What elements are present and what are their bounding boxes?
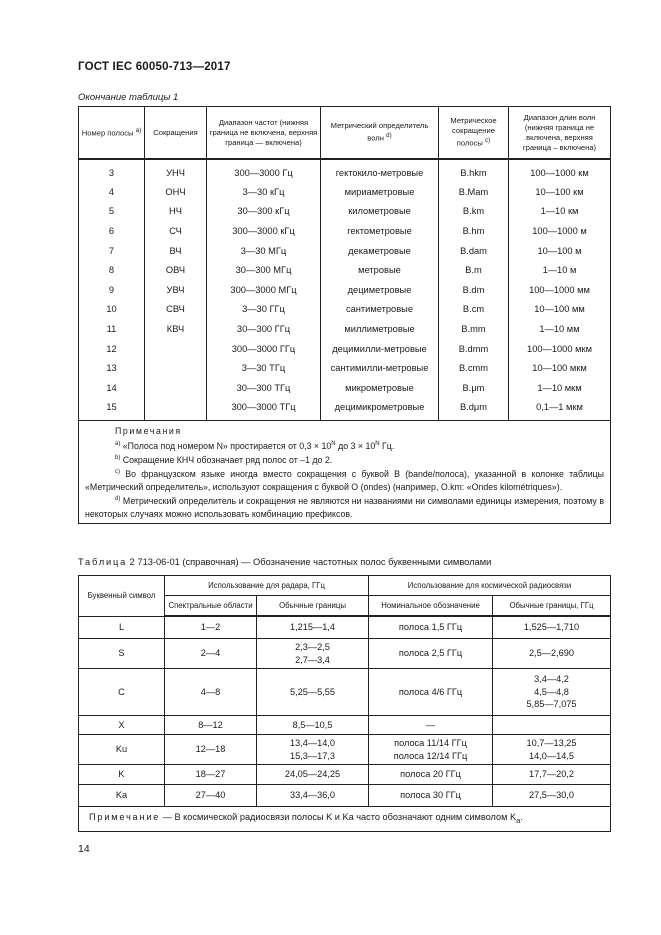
letter-symbol-cell: S	[79, 639, 165, 669]
band-number-cell: 10	[79, 300, 145, 320]
metric-abbreviation-cell: B.cm	[439, 300, 509, 320]
space-limit-value: 17,7—20,2	[529, 769, 574, 780]
table-row	[79, 378, 611, 398]
letter-symbol-cell: K	[79, 765, 165, 785]
band-number-cell: 11	[79, 319, 145, 339]
document-header: ГОСТ IEC 60050-713—2017	[78, 61, 231, 73]
radar-limit-value: 13,4—14,0	[290, 738, 335, 748]
metric-designator-cell: децимикрометровые	[321, 398, 439, 421]
wavelength-cell: 100—1000 км	[509, 159, 611, 182]
letter-symbol-cell: L	[79, 616, 165, 639]
abbreviation-cell	[145, 398, 207, 421]
frequency-cell: 3—30 ТГц	[207, 358, 321, 378]
note-b: $^{b)}$ Сокращение КНЧ обозначает ряд полос от –1 до 2.	[115, 454, 333, 465]
spectral-region-cell: 1—2	[165, 616, 257, 639]
table-row	[79, 398, 611, 421]
header-radar-limits: Обычные границы	[257, 596, 369, 617]
table1-notes-row	[79, 421, 611, 524]
table-row	[79, 785, 611, 807]
space-limit-value: 10,7—13,25	[526, 738, 577, 748]
metric-designator-cell: децимилли-метровые	[321, 339, 439, 359]
header-radar-use: Использование для радара, ГГц	[165, 576, 369, 596]
space-limits-cell	[493, 785, 611, 807]
abbreviation-cell	[145, 339, 207, 359]
band-number-cell: 13	[79, 358, 145, 378]
wavelength-cell: 100—1000 мм	[509, 280, 611, 300]
header-metric-abbreviation: Метрическое сокращение полосы $^{с)}$	[439, 107, 509, 160]
nominal-designation-cell: полоса 1,5 ГГц	[369, 616, 493, 639]
notes-title: Примечания	[115, 426, 182, 437]
abbreviation-cell: УВЧ	[145, 280, 207, 300]
frequency-cell: 30—300 ГГц	[207, 319, 321, 339]
metric-abbreviation-cell: B.dmm	[439, 339, 509, 359]
abbreviation-cell	[145, 378, 207, 398]
radar-limits-cell	[257, 765, 369, 785]
table1-caption: Окончание таблицы 1	[78, 92, 179, 103]
table1-header-row	[79, 107, 611, 160]
note-d: $^{d)}$ Метрический определитель и сокращения не являются ни названиями ни символами единицы измерения, поэтому в некоторых случаях можно использовать комбинацию префиксов.	[85, 496, 604, 519]
space-limit-value: 2,5—2,690	[529, 648, 574, 659]
header-wavelength-range: Диапазон длин волн (нижняя граница не включена, верхняя граница – включена)	[509, 107, 611, 160]
abbreviation-cell: УНЧ	[145, 159, 207, 182]
frequency-cell: 300—3000 кГц	[207, 221, 321, 241]
table-row	[79, 358, 611, 378]
metric-designator-cell: метровые	[321, 260, 439, 280]
radar-limit-value: 1,215—1,4	[290, 622, 335, 633]
metric-abbreviation-cell: B.μm	[439, 378, 509, 398]
abbreviation-cell	[145, 358, 207, 378]
metric-abbreviation-cell: B.m	[439, 260, 509, 280]
nominal-designation-cell: полоса 11/14 ГГц полоса 12/14 ГГц	[369, 735, 493, 765]
radar-limit-value: 15,3—17,3	[290, 750, 335, 761]
radar-limit-value: 2,7—3,4	[295, 654, 330, 665]
nominal-designation-cell: полоса 20 ГГц	[369, 765, 493, 785]
table-row	[79, 639, 611, 669]
table2-header-row	[79, 576, 611, 596]
abbreviation-cell: НЧ	[145, 202, 207, 222]
wavelength-cell: 10—100 км	[509, 182, 611, 202]
metric-abbreviation-cell: B.cmm	[439, 358, 509, 378]
metric-designator-cell: микрометровые	[321, 378, 439, 398]
metric-designator-cell: сантиметровые	[321, 300, 439, 320]
space-limits-cell	[493, 669, 611, 716]
spectral-region-cell: 2—4	[165, 639, 257, 669]
spectral-region-cell: 8—12	[165, 716, 257, 735]
header-space-limits: Обычные границы, ГГц	[493, 596, 611, 617]
frequency-cell: 300—3000 ТГц	[207, 398, 321, 421]
note-a: $^{а)}$ «Полоса под номером N» простирается от $0,3 \times 10^N$ до $3 \times 10^N$ Гц.	[115, 440, 395, 451]
header-frequency-range: Диапазон частот (нижняя граница не включена, верхняя граница — включена)	[207, 107, 321, 160]
wavelength-cell: 0,1—1 мкм	[509, 398, 611, 421]
letter-symbol-cell: X	[79, 716, 165, 735]
frequency-cell: 30—300 кГц	[207, 202, 321, 222]
band-number-cell: 15	[79, 398, 145, 421]
table-row	[79, 716, 611, 735]
header-spectral-regions: Спектральные области	[165, 596, 257, 617]
table-row	[79, 241, 611, 261]
letter-symbol-cell: C	[79, 669, 165, 716]
radar-limit-value: 24,05—24,25	[284, 769, 341, 780]
header-abbreviations: Сокращения	[145, 107, 207, 160]
band-number-cell: 8	[79, 260, 145, 280]
space-limits-cell	[493, 616, 611, 639]
table-row	[79, 319, 611, 339]
frequency-cell: 3—30 ГГц	[207, 300, 321, 320]
space-limit-value: 1,525—1,710	[523, 622, 580, 633]
table-row	[79, 202, 611, 222]
spectral-region-cell: 27—40	[165, 785, 257, 807]
frequency-cell: 300—3000 МГц	[207, 280, 321, 300]
radar-limits-cell	[257, 639, 369, 669]
metric-abbreviation-cell: B.Mam	[439, 182, 509, 202]
metric-designator-cell: миллиметровые	[321, 319, 439, 339]
abbreviation-cell: ВЧ	[145, 241, 207, 261]
metric-abbreviation-cell: B.dμm	[439, 398, 509, 421]
metric-abbreviation-cell: B.hm	[439, 221, 509, 241]
letter-symbol-cell: Ka	[79, 785, 165, 807]
nominal-designation-cell: полоса 30 ГГц	[369, 785, 493, 807]
header-nominal-designation: Номинальное обозначение	[369, 596, 493, 617]
table-row	[79, 669, 611, 716]
table-row	[79, 280, 611, 300]
band-number-cell: 5	[79, 202, 145, 222]
metric-abbreviation-cell: B.mm	[439, 319, 509, 339]
wavelength-cell: 100—1000 м	[509, 221, 611, 241]
nominal-designation-cell: полоса 4/6 ГГц	[369, 669, 493, 716]
letter-symbol-cell: Ku	[79, 735, 165, 765]
band-number-cell: 9	[79, 280, 145, 300]
metric-designator-cell: километровые	[321, 202, 439, 222]
radar-limit-value: 2,3—2,5	[295, 642, 330, 652]
note-c: $^{с)}$ Во французском языке иногда вместо сокращения с буквой B (bande/полоса), указанной в колонке таблицы «Метрический определитель», используют сокращения с буквой O (ondes) (например, O.km: «Ondes kilométriques»).	[85, 469, 604, 492]
table2-note: Примечание — В космической радиосвязи полосы K и Ka часто обозначают одним символом $K_a$.	[79, 807, 611, 832]
wavelength-cell: 1—10 м	[509, 260, 611, 280]
band-number-cell: 3	[79, 159, 145, 182]
table-row	[79, 260, 611, 280]
wavelength-cell: 10—100 м	[509, 241, 611, 261]
metric-designator-cell: дециметровые	[321, 280, 439, 300]
space-limit-value: 5,85—7,075	[526, 699, 577, 710]
table1-notes	[79, 421, 611, 524]
nominal-designation-cell: —	[369, 716, 493, 735]
metric-abbreviation-cell: B.dm	[439, 280, 509, 300]
radar-limits-cell	[257, 669, 369, 716]
frequency-bands-table	[78, 106, 611, 524]
band-number-cell: 7	[79, 241, 145, 261]
metric-designator-cell: гектометровые	[321, 221, 439, 241]
space-limit-value: 27,5—30,0	[529, 790, 574, 801]
band-number-cell: 6	[79, 221, 145, 241]
band-number-cell: 12	[79, 339, 145, 359]
table-row	[79, 300, 611, 320]
table-row	[79, 339, 611, 359]
table-row	[79, 616, 611, 639]
header-band-number: Номер полосы $^{а)}$	[79, 107, 145, 160]
abbreviation-cell: СВЧ	[145, 300, 207, 320]
table-row	[79, 182, 611, 202]
frequency-cell: 30—300 МГц	[207, 260, 321, 280]
metric-designator-cell: гектокило-метровые	[321, 159, 439, 182]
frequency-cell: 300—3000 Гц	[207, 159, 321, 182]
spectral-region-cell: 12—18	[165, 735, 257, 765]
frequency-cell: 30—300 ТГц	[207, 378, 321, 398]
space-limit-value: 3,4—4,2	[534, 674, 569, 685]
table-row	[79, 765, 611, 785]
wavelength-cell: 1—10 км	[509, 202, 611, 222]
metric-designator-cell: декаметровые	[321, 241, 439, 261]
spectral-region-cell: 18—27	[165, 765, 257, 785]
header-space-use: Использование для космической радиосвязи	[369, 576, 611, 596]
wavelength-cell: 1—10 мм	[509, 319, 611, 339]
space-limits-cell	[493, 639, 611, 669]
header-metric-designator: Метрический определитель волн $^{d)}$	[321, 107, 439, 160]
metric-designator-cell: сантимилли-метровые	[321, 358, 439, 378]
radar-limits-cell	[257, 735, 369, 765]
space-limit-value: 14,0—14,5	[529, 750, 574, 761]
metric-abbreviation-cell: B.km	[439, 202, 509, 222]
metric-abbreviation-cell: B.dam	[439, 241, 509, 261]
abbreviation-cell: ОВЧ	[145, 260, 207, 280]
table-row	[79, 159, 611, 182]
radar-limits-cell	[257, 785, 369, 807]
nominal-designation-cell: полоса 2,5 ГГц	[369, 639, 493, 669]
table2-note-row	[79, 807, 611, 832]
radar-limits-cell	[257, 616, 369, 639]
metric-abbreviation-cell: B.hkm	[439, 159, 509, 182]
wavelength-cell: 100—1000 мкм	[509, 339, 611, 359]
radar-limits-cell	[257, 716, 369, 735]
radar-limit-value: 33,4—36,0	[290, 790, 335, 801]
space-limit-value: 4,5—4,8	[534, 686, 569, 697]
abbreviation-cell: КВЧ	[145, 319, 207, 339]
frequency-cell: 3—30 МГц	[207, 241, 321, 261]
abbreviation-cell: СЧ	[145, 221, 207, 241]
metric-designator-cell: мириаметровые	[321, 182, 439, 202]
frequency-cell: 300—3000 ГГц	[207, 339, 321, 359]
radar-limit-value: 8,5—10,5	[292, 719, 333, 730]
band-number-cell: 4	[79, 182, 145, 202]
space-limits-cell	[493, 765, 611, 785]
wavelength-cell: 10—100 мм	[509, 300, 611, 320]
frequency-cell: 3—30 кГц	[207, 182, 321, 202]
table-row	[79, 735, 611, 765]
spectral-region-cell: 4—8	[165, 669, 257, 716]
space-limits-cell	[493, 735, 611, 765]
wavelength-cell: 1—10 мкм	[509, 378, 611, 398]
header-letter-symbol: Буквенный символ	[79, 576, 165, 617]
letter-symbol-bands-table	[78, 575, 611, 832]
page-number: 14	[78, 843, 90, 855]
space-limits-cell	[493, 716, 611, 735]
radar-limit-value: 5,25—5,55	[290, 686, 335, 697]
abbreviation-cell: ОНЧ	[145, 182, 207, 202]
table2-caption: Таблица 2 713-06-01 (справочная) — Обозначение частотных полос буквенными символами	[78, 557, 492, 567]
band-number-cell: 14	[79, 378, 145, 398]
table-row	[79, 221, 611, 241]
wavelength-cell: 10—100 мкм	[509, 358, 611, 378]
